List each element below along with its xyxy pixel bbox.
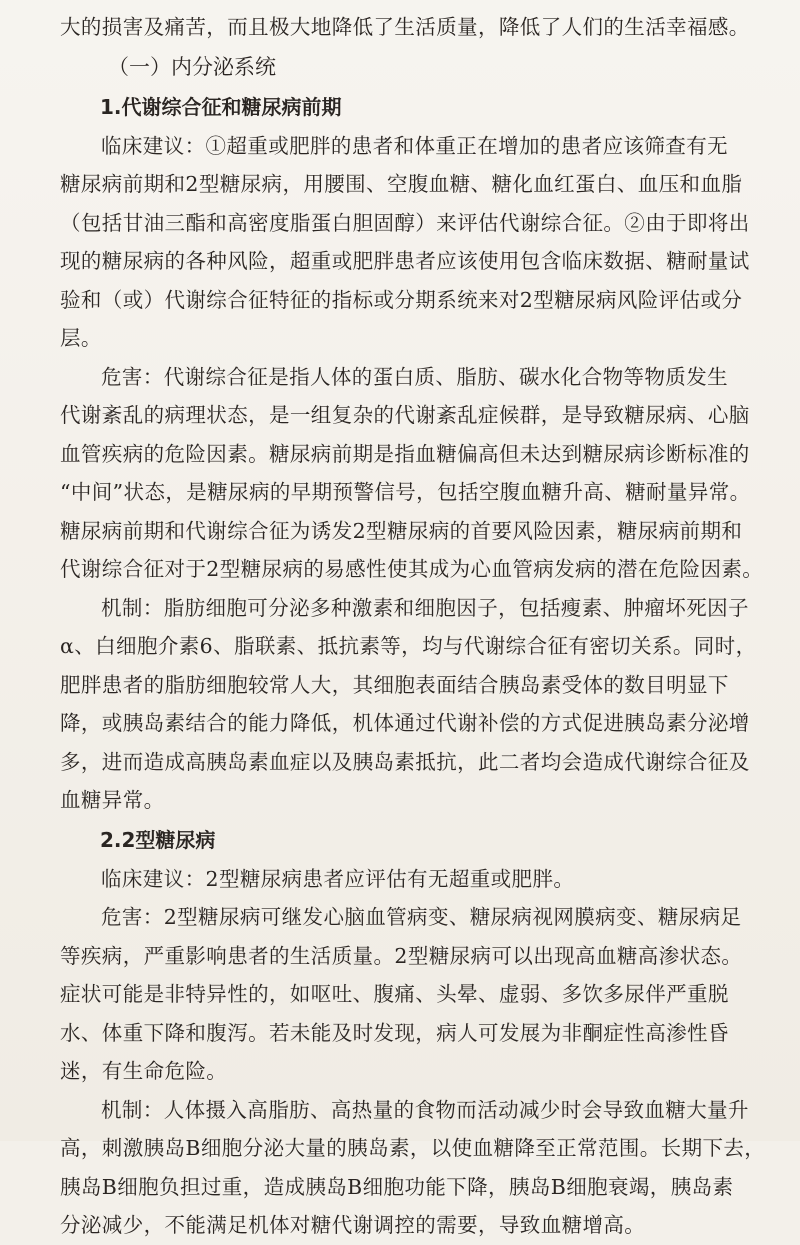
text-line: 危害：2型糖尿病可继发心脑血管病变、糖尿病视网膜病变、糖尿病足 — [101, 905, 742, 929]
text-line: 症状可能是非特异性的，如呕吐、腹痛、头晕、虚弱、多饮多尿伴严重脱 — [60, 982, 729, 1006]
text-line: 层。 — [60, 326, 102, 350]
subsection-heading: 2.2型糖尿病 — [100, 827, 216, 852]
text-line: 肥胖患者的脂肪细胞较常人大，其细胞表面结合胰岛素受体的数目明显下 — [60, 672, 729, 697]
text-line: 代谢紊乱的病理状态，是一组复杂的代谢紊乱症候群，是导致糖尿病、心脑 — [60, 403, 750, 427]
text-line: 现的糖尿病的各种风险，超重或肥胖患者应该使用包含临床数据、糖耐量试 — [60, 249, 750, 273]
text-line: 危害：代谢综合征是指人体的蛋白质、脂肪、碳水化合物等物质发生 — [101, 364, 728, 389]
text-line: 机制：人体摄入高脂肪、高热量的食物而活动减少时会导致血糖大量升 — [101, 1097, 749, 1122]
text-line: α、白细胞介素6、脂联素、抵抗素等，均与代谢综合征有密切关系。同时， — [60, 634, 757, 658]
section-heading: （一）内分泌系统 — [108, 54, 276, 79]
text-line: 分泌减少，不能满足机体对糖代谢调控的需要，导致血糖增高。 — [60, 1213, 646, 1237]
text-line: 等疾病，严重影响患者的生活质量。2型糖尿病可以出现高血糖高渗状态。 — [60, 943, 743, 968]
text-line: 血管疾病的危险因素。糖尿病前期是指血糖偏高但未达到糖尿病诊断标准的 — [60, 441, 750, 466]
text-line: 水、体重下降和腹泻。若未能及时发现，病人可发展为非酮症性高渗性昏 — [60, 1020, 729, 1045]
text-line: “中间”状态，是糖尿病的早期预警信号，包括空腹血糖升高、糖耐量异常。 — [60, 480, 751, 504]
text-line: 临床建议：2型糖尿病患者应评估有无超重或肥胖。 — [101, 866, 575, 891]
text-line: 胰岛B细胞负担过重，造成胰岛B细胞功能下降，胰岛B细胞衰竭，胰岛素 — [60, 1174, 734, 1199]
text-line: 血糖异常。 — [60, 788, 165, 812]
text-line: 临床建议：①超重或肥胖的患者和体重正在增加的患者应该筛查有无 — [101, 133, 728, 158]
text-line: （包括甘油三酯和高密度脂蛋白胆固醇）来评估代谢综合征。②由于即将出 — [60, 210, 750, 235]
text-line: 机制：脂肪细胞可分泌多种激素和细胞因子，包括瘦素、肿瘤坏死因子 — [101, 595, 749, 620]
text-line: 高，刺激胰岛B细胞分泌大量的胰岛素，以使血糖降至正常范围。长期下去， — [60, 1136, 766, 1160]
text-line: 代谢综合征对于2型糖尿病的易感性使其成为心血管病发病的潜在危险因素。 — [60, 557, 764, 581]
text-line: 降，或胰岛素结合的能力降低，机体通过代谢补偿的方式促进胰岛素分泌增 — [60, 711, 750, 735]
text-line: 验和（或）代谢综合征特征的指标或分期系统来对2型糖尿病风险评估或分 — [60, 287, 743, 312]
text-line: 糖尿病前期和代谢综合征为诱发2型糖尿病的首要风险因素，糖尿病前期和 — [60, 518, 743, 543]
text-line: 糖尿病前期和2型糖尿病，用腰围、空腹血糖、糖化血红蛋白、血压和血脂 — [60, 172, 743, 196]
subsection-heading: 1.代谢综合征和糖尿病前期 — [100, 94, 342, 119]
text-line: 大的损害及痛苦，而且极大地降低了生活质量，降低了人们的生活幸福感。 — [60, 15, 750, 39]
text-line: 多，进而造成高胰岛素血症以及胰岛素抵抗，此二者均会造成代谢综合征及 — [60, 749, 750, 774]
text-line: 迷，有生命危险。 — [60, 1059, 228, 1083]
